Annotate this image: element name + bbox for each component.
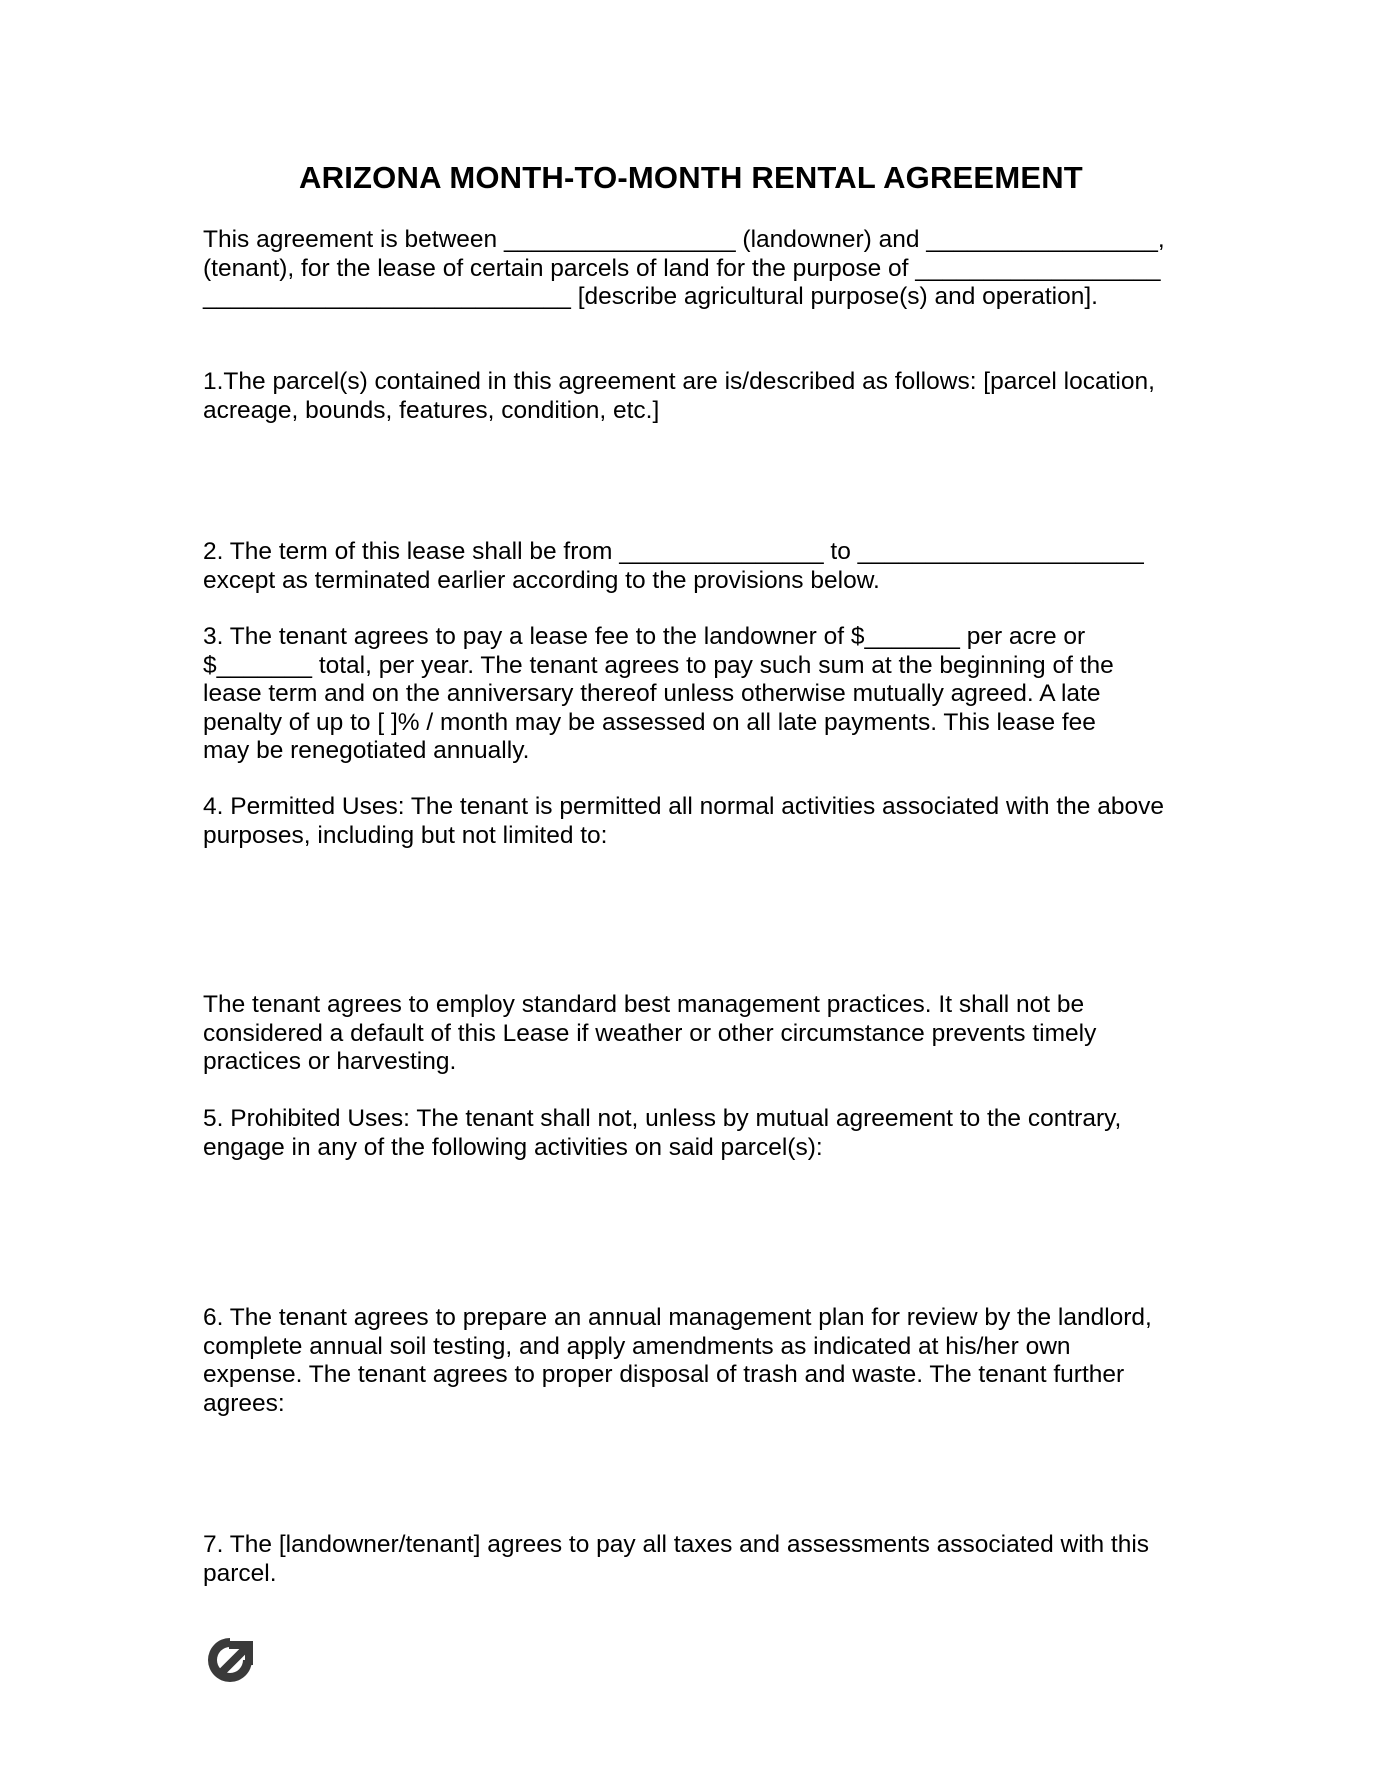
intro-line: This agreement is between _________________ (landowner) and _________________,	[203, 226, 1165, 253]
section-3-line: lease term and on the anniversary thereof unless otherwise mutually agreed. A late	[203, 680, 1101, 707]
section-7-line: 7. The [landowner/tenant] agrees to pay all taxes and assessments associated with this	[203, 1531, 1150, 1558]
section-3-paragraph	[203, 623, 1203, 766]
section-3-line: 3. The tenant agrees to pay a lease fee to the landowner of $_______ per acre or	[203, 623, 1086, 650]
section-2-paragraph	[203, 538, 1203, 595]
section-7-line: parcel.	[203, 1559, 277, 1587]
section-1-line: acreage, bounds, features, condition, etc.]	[203, 396, 660, 424]
section-5-line: engage in any of the following activities on said parcel(s):	[203, 1133, 823, 1161]
section-6-line: agrees:	[203, 1389, 285, 1417]
intro-line: ___________________________ [describe agricultural purpose(s) and operation].	[203, 283, 1098, 310]
section-7-paragraph	[203, 1531, 1203, 1588]
document-title: ARIZONA MONTH-TO-MONTH RENTAL AGREEMENT	[299, 160, 1083, 195]
intro-paragraph	[203, 226, 1203, 312]
section-4-line: purposes, including but not limited to:	[203, 821, 608, 849]
section-6-line: complete annual soil testing, and apply amendments as indicated at his/her own	[203, 1332, 1071, 1360]
arrow-badge-icon	[203, 1633, 257, 1687]
section-5-paragraph	[203, 1105, 1203, 1162]
section-3-line: may be renegotiated annually.	[203, 737, 530, 764]
section-3-line: penalty of up to [ ]% / month may be assessed on all late payments. This lease fee	[203, 708, 1096, 736]
section-6-line: 6. The tenant agrees to prepare an annual management plan for review by the landlord,	[203, 1304, 1152, 1331]
section-1-line: 1.The parcel(s) contained in this agreement are is/described as follows: [parcel location,	[203, 368, 1155, 395]
section-2-line: except as terminated earlier according to the provisions below.	[203, 566, 880, 594]
section-4-line: 4. Permitted Uses: The tenant is permitted all normal activities associated with the above	[203, 793, 1164, 820]
section-4b-line: practices or harvesting.	[203, 1048, 457, 1075]
section-2-line: 2. The term of this lease shall be from _______________ to _____________________	[203, 538, 1144, 565]
section-5-line: 5. Prohibited Uses: The tenant shall not, unless by mutual agreement to the contrary,	[203, 1105, 1122, 1132]
section-4-paragraph	[203, 793, 1203, 850]
section-4-practices-paragraph	[203, 991, 1203, 1077]
section-3-line: $_______ total, per year. The tenant agrees to pay such sum at the beginning of the	[203, 651, 1114, 679]
section-4b-line: The tenant agrees to employ standard best management practices. It shall not be	[203, 991, 1085, 1018]
section-1-paragraph	[203, 368, 1203, 425]
section-4b-line: considered a default of this Lease if weather or other circumstance prevents timely	[203, 1019, 1097, 1047]
intro-line: (tenant), for the lease of certain parcels of land for the purpose of __________________	[203, 254, 1161, 282]
section-6-line: expense. The tenant agrees to proper disposal of trash and waste. The tenant further	[203, 1361, 1125, 1388]
section-6-paragraph	[203, 1304, 1203, 1418]
